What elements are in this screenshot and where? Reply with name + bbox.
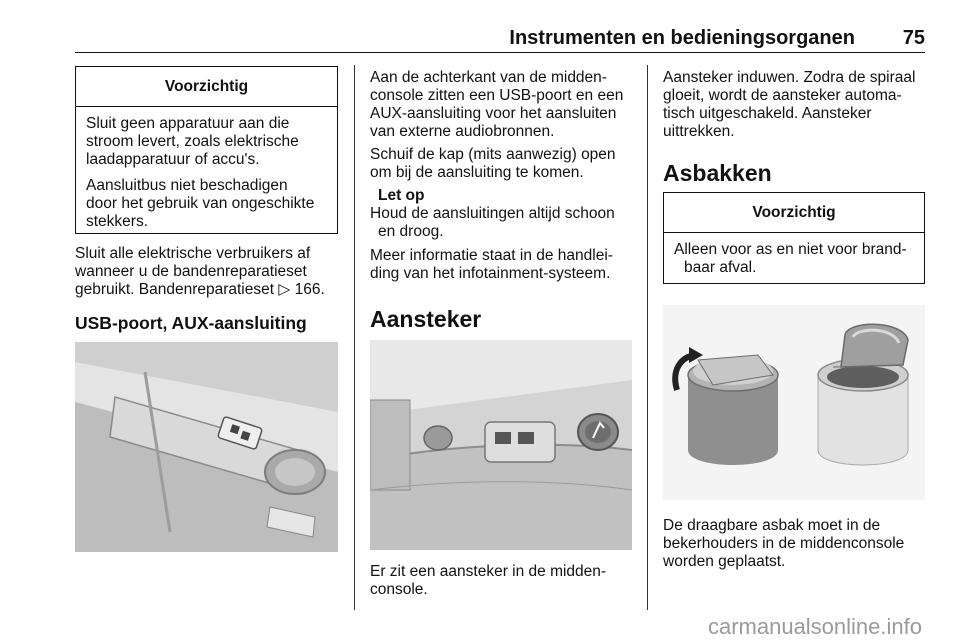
body-paragraph: Aansteker induwen. Zodra de spiraal gloeit, wordt de aansteker automa- tisch uitgeschakeld. Aansteker uittrekken. [663,69,916,140]
warning-text: Aansluitbus niet beschadigen door het gebruik van ongeschikte stekkers. [86,177,315,230]
section-heading: USB-poort, AUX-aansluiting [75,313,307,333]
body-paragraph: Schuif de kap (mits aanwezig) open om bij de aansluiting te komen. [370,146,616,181]
note-label: Let op [378,187,425,204]
figure-caption: Er zit een aansteker in de midden- console. [370,563,607,598]
page-number: 75 [902,27,925,49]
warning-box [663,192,925,284]
body-paragraph: Meer informatie staat in de handlei- ding van het infotainment-systeem. [370,247,613,282]
section-heading: Asbakken [663,160,772,186]
warning-box [75,66,338,234]
header-rule [75,52,925,53]
note-text: Houd de aansluitingen altijd schoon en droog. [370,205,615,240]
ashtray-illustration [663,305,925,500]
warning-text: Sluit geen apparatuur aan die stroom levert, zoals elektrische laadapparatuur of accu's. [86,115,299,168]
column-divider [354,65,355,610]
page-header [75,27,925,53]
warning-title: Voorzichtig [664,193,924,233]
figure-caption: De draagbare asbak moet in de bekerhouders in de middenconsole worden geplaatst. [663,517,905,570]
section-title: Instrumenten en bedieningsorganen [509,27,855,49]
warning-text: Alleen voor as en niet voor brand- baar afval. [674,241,907,276]
section-heading: Aansteker [370,306,482,332]
column-divider [647,65,648,610]
warning-title: Voorzichtig [76,67,337,107]
body-paragraph: Aan de achterkant van de midden- console zitten een USB-poort en een AUX-aansluiting voor het aansluiten van externe audiobronnen. [370,69,624,140]
lighter-illustration [370,340,632,550]
watermark: carmanualsonline.info [707,614,922,639]
usb-aux-illustration [75,342,338,552]
body-paragraph: Sluit alle elektrische verbruikers af wanneer u de bandenreparatieset gebruikt. Bandenreparatieset ▷ 166. [75,245,325,298]
